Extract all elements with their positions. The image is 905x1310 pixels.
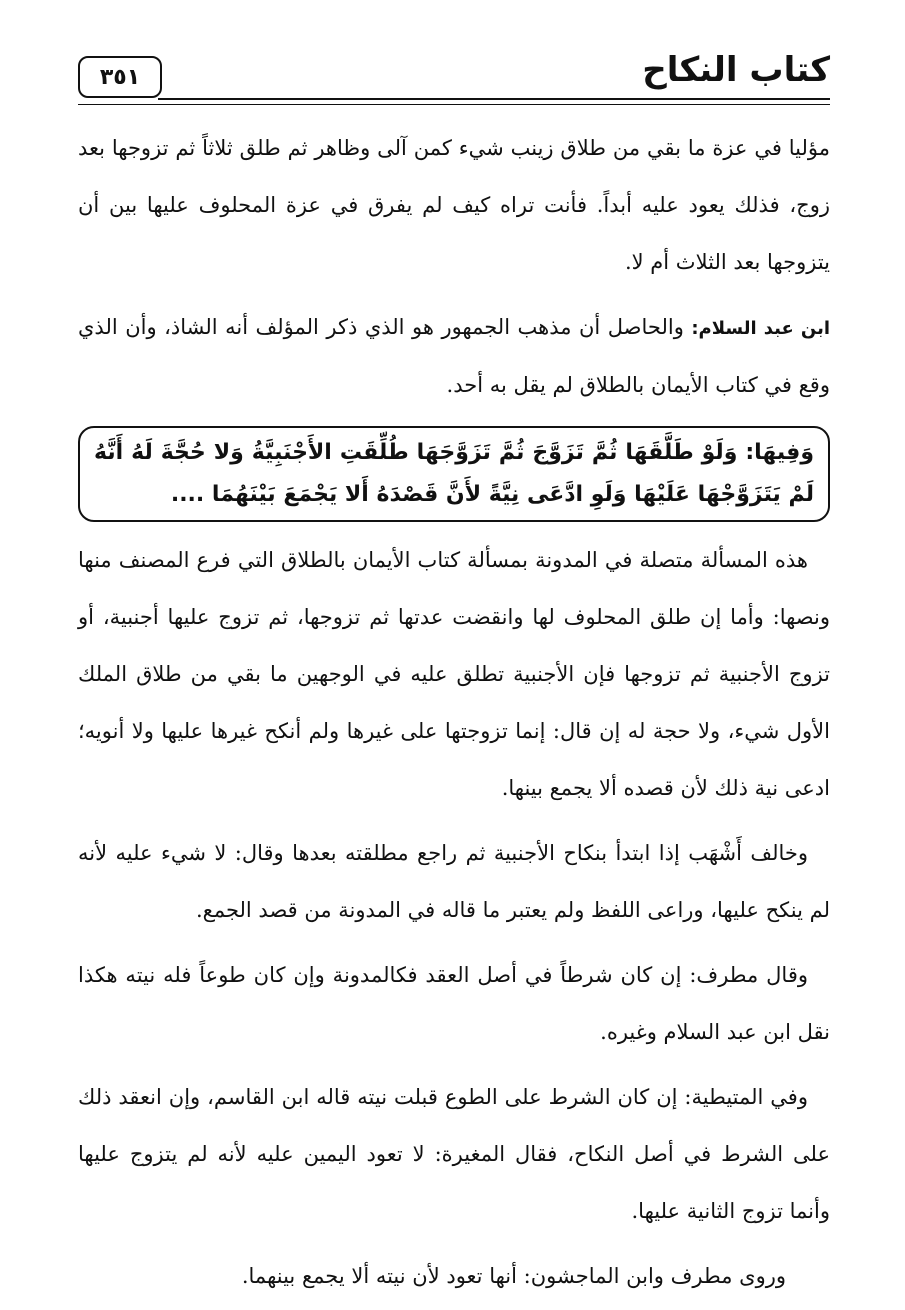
matn-box: وَفِيهَا: وَلَوْ طَلَّقَهَا ثُمَّ تَزَوَّجَ ثُمَّ تَزَوَّجَهَا طُلِّقَتِ الأَجْنَبِيَّةُ وَلا حُجَّةَ لَهُ أَنَّهُ لَمْ يَتَزَوَّجْهَا عَلَيْهَا وَلَوِ ادَّعَى نِيَّةً لأَنَّ قَصْدَهُ أَلا يَجْمَعَ بَيْنَهُمَا .... <box>78 426 830 522</box>
page-number: ٣٥١ <box>78 56 162 98</box>
paragraph: وخالف أَشْهَب إذا ابتدأ بنكاح الأجنبية ثم راجع مطلقته بعدها وقال: لا شيء عليه لأنه لم ينكح عليها، وراعى اللفظ ولم يعتبر ما قاله في المدونة من قصد الجمع. <box>78 841 830 922</box>
paragraph: وفي المتيطية: إن كان الشرط على الطوع قبلت نيته قاله ابن القاسم، وإن انعقد ذلك على الشرط في أصل النكاح، فقال المغيرة: لا تعود اليمين عليه لأنه لم يتزوج عليها وأنما تزوج الثانية عليها. <box>78 1085 830 1223</box>
header-rule <box>158 98 830 100</box>
paragraph: وقال مطرف: إن كان شرطاً في أصل العقد فكالمدونة وإن كان طوعاً فله نيته هكذا نقل ابن عبد السلام وغيره. <box>78 963 830 1044</box>
paragraph: وروى مطرف وابن الماجشون: أنها تعود لأن نيته ألا يجمع بينهما. <box>241 1264 786 1288</box>
paragraph: مؤليا في عزة ما بقي من طلاق زينب شيء كمن آلى وظاهر ثم طلق ثلاثاً ثم تزوجها بعد زوج، فذلك يعود عليه أبداً. فأنت تراه كيف لم يفرق في عزة المحلوف عليها بين أن يتزوجها بعد الثلاث أم لا. <box>78 136 830 274</box>
paragraph-text: والحاصل أن مذهب الجمهور هو الذي ذكر المؤلف أنه الشاذ، وأن الذي وقع في كتاب الأيمان بالطلاق لم يقل به أحد. <box>78 315 830 397</box>
page-body <box>78 120 830 1305</box>
paragraph <box>78 299 830 414</box>
speaker-label: ابن عبد السلام: <box>691 318 830 339</box>
page-header <box>78 44 830 104</box>
paragraph: هذه المسألة متصلة في المدونة بمسألة كتاب الأيمان بالطلاق التي فرع المصنف منها ونصها: وأما إن طلق المحلوف لها وانقضت عدتها ثم تزوجها، ثم تزوج عليها أجنبية، أو تزوج الأجنبية ثم تزوجها فإن الأجنبية تطلق عليه في الوجهين ما بقي من طلاق الملك الأول شيء، ولا حجة له إن قال: إنما تزوجتها على غيرها ولم أنكح غيرها عليها ولا أنويه؛ ادعى نية ذلك لأن قصده ألا يجمع بينها. <box>78 548 830 800</box>
header-rule <box>78 104 830 105</box>
book-title: كتاب النكاح <box>642 50 830 90</box>
